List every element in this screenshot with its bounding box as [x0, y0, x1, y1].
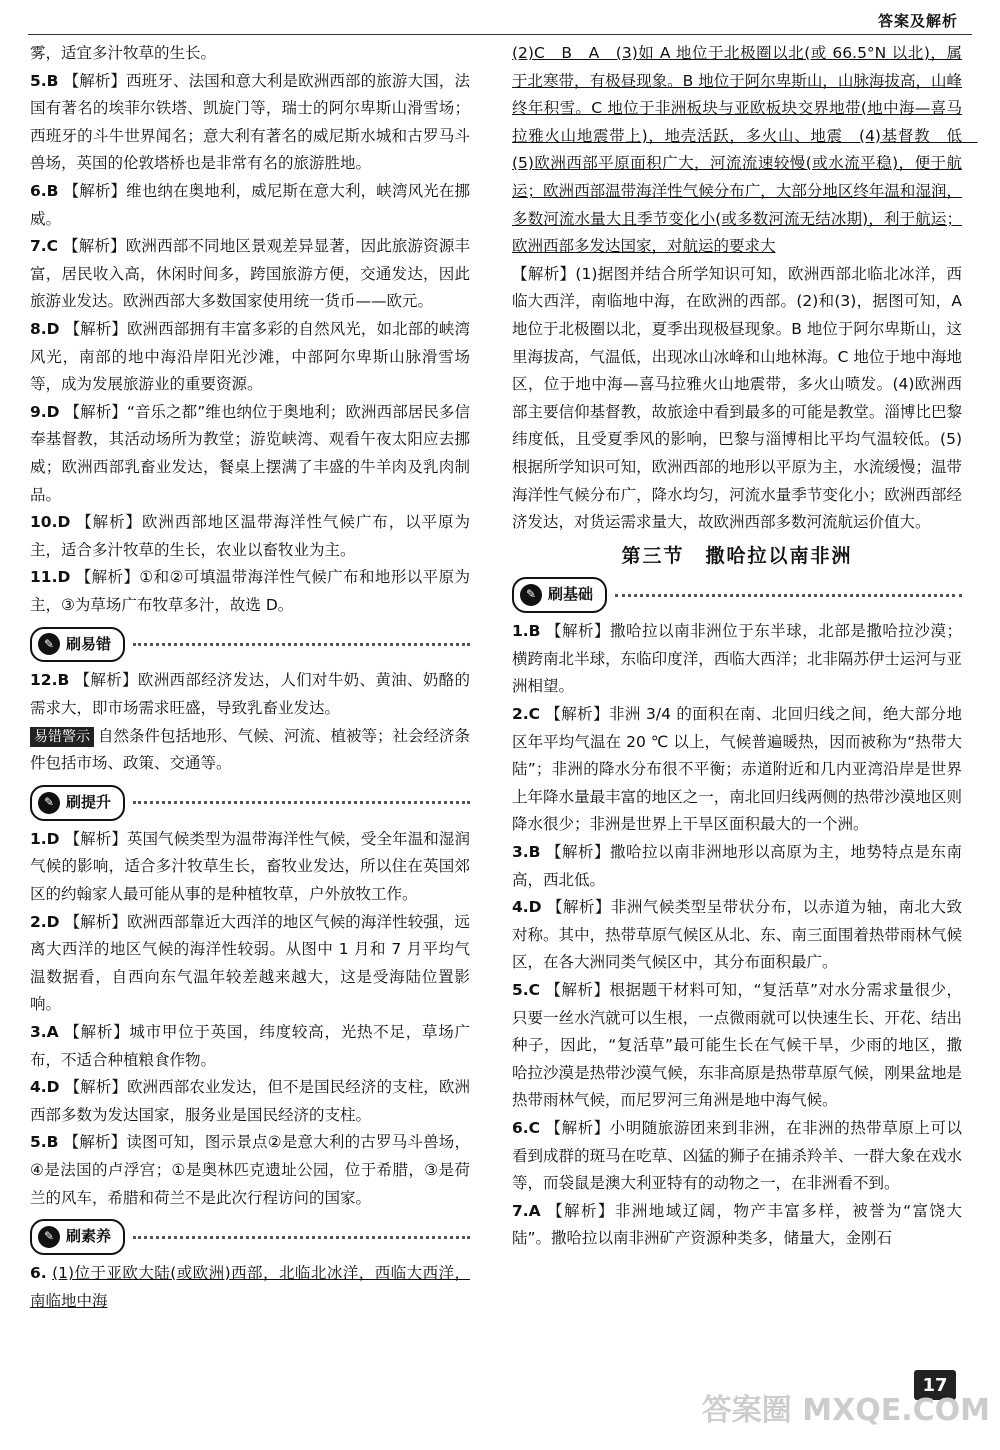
answer-item [30, 1260, 470, 1315]
brush-icon: ✎ [38, 1226, 60, 1248]
tag-box [30, 1219, 125, 1255]
section-tag-tisheng [30, 786, 470, 820]
answer-text: 【解析】英国气候类型为温带海洋性气候，受全年温和湿润气候的影响，适合多汁牧草生长，畜牧业发达，所以住在英国郊区的约翰家人最可能从事的是种植牧草，户外放牧工作。 [30, 829, 470, 904]
answer-item [30, 316, 470, 399]
answer-text: 【解析】非洲 3/4 的面积在南、北回归线之间，绝大部分地区年平均气温在 20 ℃ 以上，气候普遍暖热，因而被称为“热带大陆”；非洲的降水分布很不平衡；赤道附近和几内亚湾沿岸是世界上年降水量最丰富的地区之一，南北回归线两侧的热带沙漠地区则降水很少；非洲是世界上干旱区面积最大的一个洲。 [512, 705, 962, 834]
answer-number: 1.B [512, 622, 541, 641]
tag-box [512, 577, 607, 613]
answer-number: 6. [30, 1264, 47, 1283]
answer-number: 7.C [30, 237, 59, 256]
answer-number: 8.D [30, 319, 60, 338]
answer-item [30, 399, 470, 509]
answer-number: 5.B [30, 71, 59, 90]
left-column [30, 40, 470, 1315]
answer-number: 9.D [30, 402, 60, 421]
answer-list-b [30, 826, 470, 1212]
answer-item [512, 1198, 962, 1253]
answer-item [30, 667, 470, 722]
dotted-divider [133, 1236, 470, 1239]
dotted-divider [133, 643, 470, 646]
answer-item [512, 839, 962, 894]
answer-text: 【解析】小明随旅游团来到非洲，在非洲的热带草原上可以看到成群的斑马在吃草、凶猛的狮子在捕杀羚羊、一群大象在戏水等，而袋鼠是澳大利亚特有的动物之一，在非洲看不到。 [512, 1118, 962, 1193]
answer-number: 5.B [30, 1133, 59, 1152]
dotted-divider [133, 801, 470, 804]
answer-text: 【解析】撒哈拉以南非洲地形以高原为主，地势特点是东南高，西北低。 [512, 843, 962, 889]
answer-text: 【解析】根据题干材料可知，“复活草”对水分需求量很少，只要一丝水汽就可以生根，一点微雨就可以快速生长、开花、结出种子，因此，“复活草”最可能生长在气候干旱，少雨的地区，撒哈拉沙漠是热带沙漠气候，东非高原是热带草原气候，刚果盆地是热带雨林气候，而尼罗河三角洲是地中海气候。 [512, 981, 963, 1110]
answer-text: 【解析】非洲气候类型呈带状分布，以赤道为轴，南北大致对称。其中，热带草原气候区从北、东、南三面围着热带雨林气候区，在各大洲同类气候区中，其分布面积最广。 [512, 898, 962, 972]
answer-number: 4.D [512, 898, 542, 917]
tag-label: 刷易错 [66, 634, 112, 653]
answer-item [30, 509, 470, 564]
brush-icon: ✎ [520, 584, 542, 606]
answer-number: 4.D [30, 1078, 60, 1097]
tag-label: 刷基础 [548, 585, 594, 604]
answer-number: 2.C [512, 705, 541, 724]
answer-text: 【解析】西班牙、法国和意大利是欧洲西部的旅游大国，法国有著名的埃菲尔铁塔、凯旋门等，瑞士的阿尔卑斯山滑雪场；西班牙的斗牛世界闻名；意大利有著名的威尼斯水城和古罗马斗兽场，英国的伦敦塔桥也是非常有名的旅游胜地。 [30, 71, 470, 173]
answer-text: 【解析】维也纳在奥地利，威尼斯在意大利，峡湾风光在挪威。 [30, 181, 470, 228]
tag-box [30, 627, 125, 663]
answer-item [30, 1074, 470, 1129]
brush-icon: ✎ [38, 633, 60, 655]
answer-list-a [30, 68, 470, 620]
intro-text: 雾，适宜多汁牧草的生长。 [30, 44, 217, 62]
tip-label: 易错警示 [30, 727, 94, 747]
answer-list-right [512, 618, 962, 1253]
answer-item [512, 618, 962, 701]
answer-text: 【解析】欧洲西部不同地区景观差异显著，因此旅游资源丰富，居民收入高，休闲时间多，跨国旅游方便，交通发达，因此旅游业发达。欧洲西部大多数国家使用统一货币——欧元。 [30, 237, 470, 311]
answer-text: (1)位于亚欧大陆(或欧洲)西部，北临北冰洋，西临大西洋，南临地中海 [30, 1264, 470, 1310]
answer-number: 3.A [30, 1023, 59, 1041]
answer-item [30, 826, 470, 909]
answer-text: 【解析】欧洲西部农业发达，但不是国民经济的支柱，欧洲西部多数为发达国家，服务业是国民经济的支柱。 [30, 1078, 470, 1124]
answer-item [30, 1019, 470, 1074]
answer-number: 6.B [30, 181, 59, 200]
answer-number: 7.A [512, 1201, 541, 1220]
answer-item [512, 1115, 962, 1198]
section-tag-suyang [30, 1220, 470, 1254]
answer-item [30, 233, 470, 316]
answer-text: 【解析】欧洲西部拥有丰富多彩的自然风光，如北部的峡湾风光，南部的地中海沿岸阳光沙滩，中部阿尔卑斯山脉滑雪场等，成为发展旅游业的重要资源。 [30, 319, 470, 394]
tag-label: 刷提升 [66, 793, 112, 812]
right-column [512, 40, 978, 1253]
dotted-divider [615, 594, 962, 597]
answer-item [512, 977, 962, 1115]
answer-number: 11.D [30, 568, 71, 587]
header-divider [28, 34, 972, 35]
page-number: 17 [914, 1370, 956, 1400]
answer-number: 2.D [30, 912, 60, 931]
brush-icon: ✎ [38, 792, 60, 814]
answer-number: 10.D [30, 513, 71, 532]
answer-block: (2)C B A (3)如 A 地位于北极圈以北(或 66.5°N 以北)，属于北寒带，有极昼现象。B 地位于阿尔卑斯山，山脉海拔高，山峰终年积雪。C 地位于非洲板块与亚欧板块交界地带(地中海—喜马拉雅火山地震带上)，地壳活跃，多火山、地震 (4)基督教 低 (5)欧洲西部平原面积广大，河流流速较慢(或水流平稳)，便于航运；欧洲西部温带海洋性气候分布广，大部分地区终年温和湿润，多数河流水量大且季节变化小(或多数河流无结冰期)，利于航运；欧洲西部多发达国家，对航运的要求大 [512, 44, 978, 256]
answer-number: 3.B [512, 843, 541, 862]
answer-text: 【解析】撒哈拉以南非洲位于东半球，北部是撒哈拉沙漠；横跨南北半球，东临印度洋，西临大西洋；北非隔苏伊士运河与亚洲相望。 [512, 622, 962, 696]
answer-item [30, 909, 470, 1019]
answer-item [512, 701, 962, 839]
section-tag-jichu [512, 578, 962, 612]
answer-text: 【解析】非洲地域辽阔，物产丰富多样，被誉为“富饶大陆”。撒哈拉以南非洲矿产资源种类多，储量大，金刚石 [512, 1201, 962, 1248]
answer-item [512, 894, 962, 977]
section-title: 第三节 撒哈拉以南非洲 [621, 544, 853, 567]
watermark: 答案圈 MXQE.COM [701, 1393, 990, 1428]
answer-number: 1.D [30, 829, 60, 848]
answer-number: 5.C [512, 981, 541, 999]
section-tag-yicuo [30, 627, 470, 661]
answer-text: 【解析】“音乐之都”维也纳位于奥地利；欧洲西部居民多信奉基督教，其活动场所为教堂；游览峡湾、观看午夜太阳应去挪威；欧洲西部乳畜业发达，餐桌上摆满了丰盛的牛羊肉及乳肉制品。 [30, 402, 470, 504]
answer-text: 【解析】城市甲位于英国，纬度较高，光热不足，草场广布，不适合种植粮食作物。 [30, 1023, 470, 1069]
answer-number: 12.B [30, 671, 70, 690]
answer-item [30, 68, 470, 178]
answer-text: 【解析】欧洲西部靠近大西洋的地区气候的海洋性较强，远离大西洋的地区气候的海洋性较弱。从图中 1 月和 7 月平均气温数据看，自西向东气温年较差越来越大，这是受海陆位置影响。 [30, 912, 470, 1014]
tag-box [30, 785, 125, 821]
tip-block [30, 723, 470, 778]
answer-item [30, 178, 470, 233]
header-title: 答案及解析 [877, 12, 958, 30]
tip-text: 自然条件包括地形、气候、河流、植被等；社会经济条件包括市场、政策、交通等。 [30, 726, 471, 773]
answer-item [30, 564, 470, 619]
answer-text: 【解析】①和②可填温带海洋性气候广布和地形以平原为主，③为草场广布牧草多汁，故选 D。 [30, 568, 471, 614]
answer-text: 【解析】欧洲西部经济发达，人们对牛奶、黄油、奶酪的需求大，即市场需求旺盛，导致乳畜业发达。 [30, 671, 470, 718]
answer-text: 【解析】读图可知，图示景点②是意大利的古罗马斗兽场，④是法国的卢浮宫；①是奥林匹克遗址公园，位于希腊，③是荷兰的风车，希腊和荷兰不是此次行程访问的国家。 [30, 1133, 470, 1207]
answer-text: 【解析】欧洲西部地区温带海洋性气候广布，以平原为主，适合多汁牧草的生长，农业以畜牧业为主。 [30, 513, 470, 559]
analysis-block: 【解析】(1)据图并结合所学知识可知，欧洲西部北临北冰洋，西临大西洋，南临地中海，在欧洲的西部。(2)和(3)，据图可知，A 地位于北极圈以北，夏季出现极昼现象。B 地位于阿尔卑斯山，这里海拔高，气温低，出现冰山冰峰和山地林海。C 地位于地中海地区，位于地中海—喜马拉雅火山地震带，多火山喷发。(4)欧洲西部主要信仰基督教，故旅途中看到最多的可能是教堂。淄博比巴黎纬度低，且受夏季风的影响，巴黎与淄博相比平均气温较低。(5)根据所学知识可知，欧洲西部的地形以平原为主，水流缓慢；温带海洋性气候分布广，降水均匀，河流水量季节变化小；欧洲西部经济发达，对货运需求量大，故欧洲西部多数河流航运价值大。 [512, 264, 962, 532]
answer-number: 6.C [512, 1118, 541, 1137]
tag-label: 刷素养 [66, 1227, 112, 1246]
answer-item [30, 1129, 470, 1212]
